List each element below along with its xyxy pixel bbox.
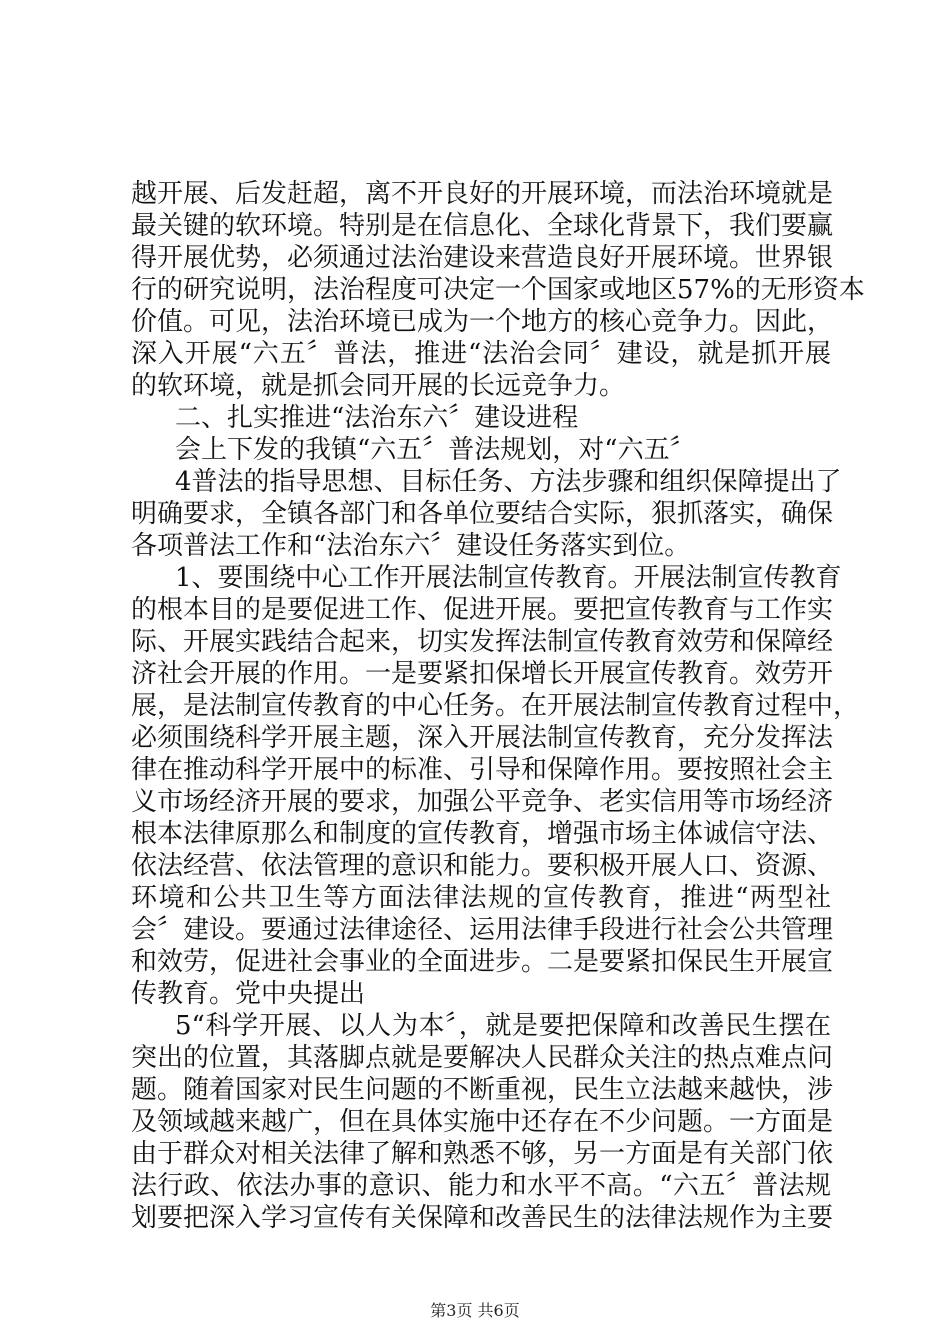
body-line: 的根本目的是要促进工作、促进开展。要把宣传教育与工作实	[131, 595, 834, 625]
body-line: 传教育。党中央提出	[131, 979, 366, 1009]
body-line: 根本法律原那么和制度的宣传教育，增强市场主体诚信守法、	[131, 819, 834, 849]
body-line: 深入开展“六五〞普法，推进“法治会同〞建设，就是抓开展	[131, 339, 831, 369]
body-line: 展，是法制宣传教育的中心任务。在开展法制宣传教育过程中，	[131, 691, 860, 721]
body-line: 济社会开展的作用。一是要紧扣保增长开展宣传教育。效劳开	[131, 659, 834, 689]
body-line: 价值。可见，法治环境已成为一个地方的核心竞争力。因此，	[131, 307, 834, 337]
body-line: 最关键的软环境。特别是在信息化、全球化背景下，我们要赢	[131, 211, 834, 241]
body-line: 5“科学开展、以人为本〞，就是要把保障和改善民生摆在	[175, 1011, 831, 1041]
body-line: 明确要求，全镇各部门和各单位要结合实际，狠抓落实，确保	[131, 499, 834, 529]
body-line: 必须围绕科学开展主题，深入开展法制宣传教育，充分发挥法	[131, 723, 834, 753]
body-line: 得开展优势，必须通过法治建设来营造良好开展环境。世界银	[131, 243, 834, 273]
page-number-footer: 第3页 共6页	[430, 1301, 520, 1320]
body-line: 依法经营、依法管理的意识和能力。要积极开展人口、资源、	[131, 851, 834, 881]
body-line: 4普法的指导思想、目标任务、方法步骤和组织保障提出了	[175, 467, 842, 497]
body-line: 1、要围绕中心工作开展法制宣传教育。开展法制宣传教育	[175, 563, 842, 593]
body-line: 由于群众对相关法律了解和熟悉不够，另一方面是有关部门依	[131, 1139, 834, 1169]
body-line: 义市场经济开展的要求，加强公平竞争、老实信用等市场经济	[131, 787, 834, 817]
body-line: 突出的位置，其落脚点就是要解决人民群众关注的热点难点问	[131, 1043, 834, 1073]
body-line: 法行政、依法办事的意识、能力和水平不高。“六五〞普法规	[131, 1171, 831, 1201]
body-line: 际、开展实践结合起来，切实发挥法制宣传教育效劳和保障经	[131, 627, 834, 657]
body-line: 的软环境，就是抓会同开展的长远竞争力。	[131, 371, 626, 401]
body-line: 和效劳，促进社会事业的全面进步。二是要紧扣保民生开展宣	[131, 947, 834, 977]
body-line: 越开展、后发赶超，离不开良好的开展环境，而法治环境就是	[131, 179, 834, 209]
body-line: 律在推动科学开展中的标准、引导和保障作用。要按照社会主	[131, 755, 834, 785]
body-line: 题。随着国家对民生问题的不断重视，民生立法越来越快，涉	[131, 1075, 834, 1105]
section-heading: 二、扎实推进“法治东六〞建设进程	[175, 403, 579, 433]
body-line: 环境和公共卫生等方面法律法规的宣传教育，推进“两型社	[131, 883, 831, 913]
body-line: 会〞建设。要通过法律途径、运用法律手段进行社会公共管理	[131, 915, 834, 945]
body-line: 会上下发的我镇“六五〞普法规划，对“六五〞	[175, 435, 696, 465]
body-line: 及领域越来越广，但在具体实施中还存在不少问题。一方面是	[131, 1107, 834, 1137]
body-line: 行的研究说明，法治程度可决定一个国家或地区57%的无形资本	[131, 275, 865, 305]
body-line: 各项普法工作和“法治东六〞建设任务落实到位。	[131, 531, 691, 561]
body-line: 划要把深入学习宣传有关保障和改善民生的法律法规作为主要	[131, 1203, 834, 1233]
